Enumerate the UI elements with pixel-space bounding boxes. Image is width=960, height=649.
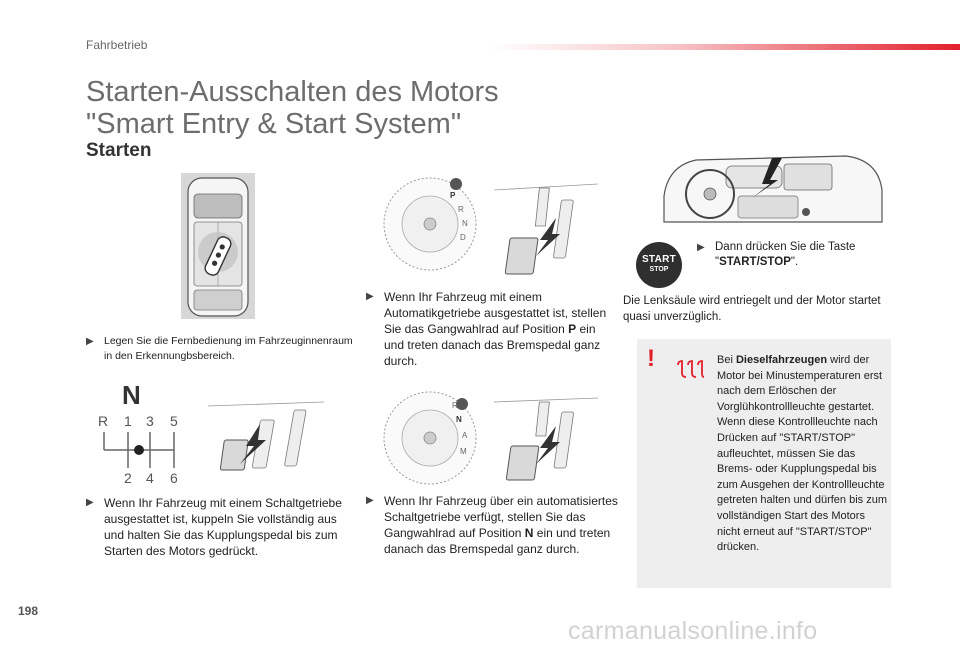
manual-gear-diagram xyxy=(96,380,190,486)
selector-semi-m: M xyxy=(460,447,467,456)
step-manual xyxy=(86,495,348,559)
step-semi-automatic-text: Wenn Ihr Fahrzeug über ein automatisiertes Schaltgetriebe verfügt, stellen Sie das Gangwahlrad auf Position N ein und treten danach das Bremspedal ganz durch. xyxy=(384,494,618,556)
automatic-pedals-illustration xyxy=(494,182,598,280)
bullet-icon: ▶ xyxy=(366,495,374,506)
section-subtitle: Starten xyxy=(86,140,152,161)
header-accent-bar xyxy=(490,44,960,50)
selector-semi-r: R xyxy=(452,401,458,410)
semi-automatic-gear-selector-illustration xyxy=(380,386,480,486)
gear-4: 4 xyxy=(146,470,154,486)
selector-semi-n: N xyxy=(456,415,462,424)
section-label: Fahrbetrieb xyxy=(86,38,148,52)
gear-neutral-label: N xyxy=(122,380,141,410)
gear-2: 2 xyxy=(124,470,132,486)
watermark-text: carmanualsonline.info xyxy=(568,617,818,645)
gear-1: 1 xyxy=(124,413,132,429)
page-title-line-1: Starten-Ausschalten des Motors xyxy=(86,76,499,108)
step-remote xyxy=(86,334,356,364)
selector-auto-d: D xyxy=(460,233,466,242)
step-automatic-text: Wenn Ihr Fahrzeug mit einem Automatikgetriebe ausgestattet ist, stellen Sie das Gangwahlrad auf Position P ein und treten danach das Bremspedal ganz durch. xyxy=(384,290,607,368)
step-remote-text: Legen Sie die Fernbedienung im Fahrzeuginnenraum in den Erkennungbsbereich. xyxy=(104,335,353,362)
step-semi-automatic xyxy=(366,493,618,557)
gear-6: 6 xyxy=(170,470,178,486)
step-automatic xyxy=(366,289,618,369)
step-press-start xyxy=(697,240,897,270)
car-top-view-illustration xyxy=(180,172,256,320)
selector-auto-p: P xyxy=(450,191,456,200)
start-stop-line-1: START xyxy=(641,254,677,265)
selector-semi-a: A xyxy=(462,431,468,440)
semi-automatic-pedals-illustration xyxy=(494,396,598,486)
warning-exclamation-icon: ! xyxy=(647,345,655,372)
page-title xyxy=(86,76,499,140)
result-text: Die Lenksäule wird entriegelt und der Motor startet quasi unverzüglich. xyxy=(623,295,881,323)
gear-3: 3 xyxy=(146,413,154,429)
selector-auto-r: R xyxy=(458,205,464,214)
gear-r: R xyxy=(98,413,109,429)
glow-plug-warning-icon xyxy=(676,359,706,379)
dashboard-illustration xyxy=(656,150,886,240)
bullet-icon: ▶ xyxy=(366,291,374,302)
step-manual-text: Wenn Ihr Fahrzeug mit einem Schaltgetriebe ausgestattet ist, kuppeln Sie vollständig aus und halten Sie das Kupplungspedal bis zum Starten des Motors gedrückt. xyxy=(104,496,342,558)
manual-pedals-illustration xyxy=(208,400,324,474)
gear-5: 5 xyxy=(170,413,178,429)
bullet-icon: ▶ xyxy=(697,242,705,253)
page-number: 198 xyxy=(18,604,39,618)
start-stop-button-icon xyxy=(636,242,682,288)
page-title-line-2: "Smart Entry & Start System" xyxy=(86,108,462,140)
selector-auto-n: N xyxy=(462,219,468,228)
step-press-start-text: Dann drücken Sie die Taste "START/STOP". xyxy=(715,241,856,268)
automatic-gear-selector-illustration xyxy=(380,172,480,272)
start-stop-line-2: STOP xyxy=(649,266,669,273)
bullet-icon: ▶ xyxy=(86,497,94,508)
diesel-note-text: Bei Dieselfahrzeugen wird der Motor bei Minustemperaturen erst nach dem Erlöschen der Vorglühkontrollleuchte gestartet. Wenn diese Kontrollleuchte nach Drücken auf "START/STOP" aufleuchtet, müssen Sie das Brems- oder Kupplungspedal bis zum Ausgehen der Kontrollleuchte getreten halten und dürfen bis zum vollständigen Start des Motors nicht erneut auf "START/STOP" drücken. xyxy=(717,354,888,554)
bullet-icon: ▶ xyxy=(86,336,94,347)
